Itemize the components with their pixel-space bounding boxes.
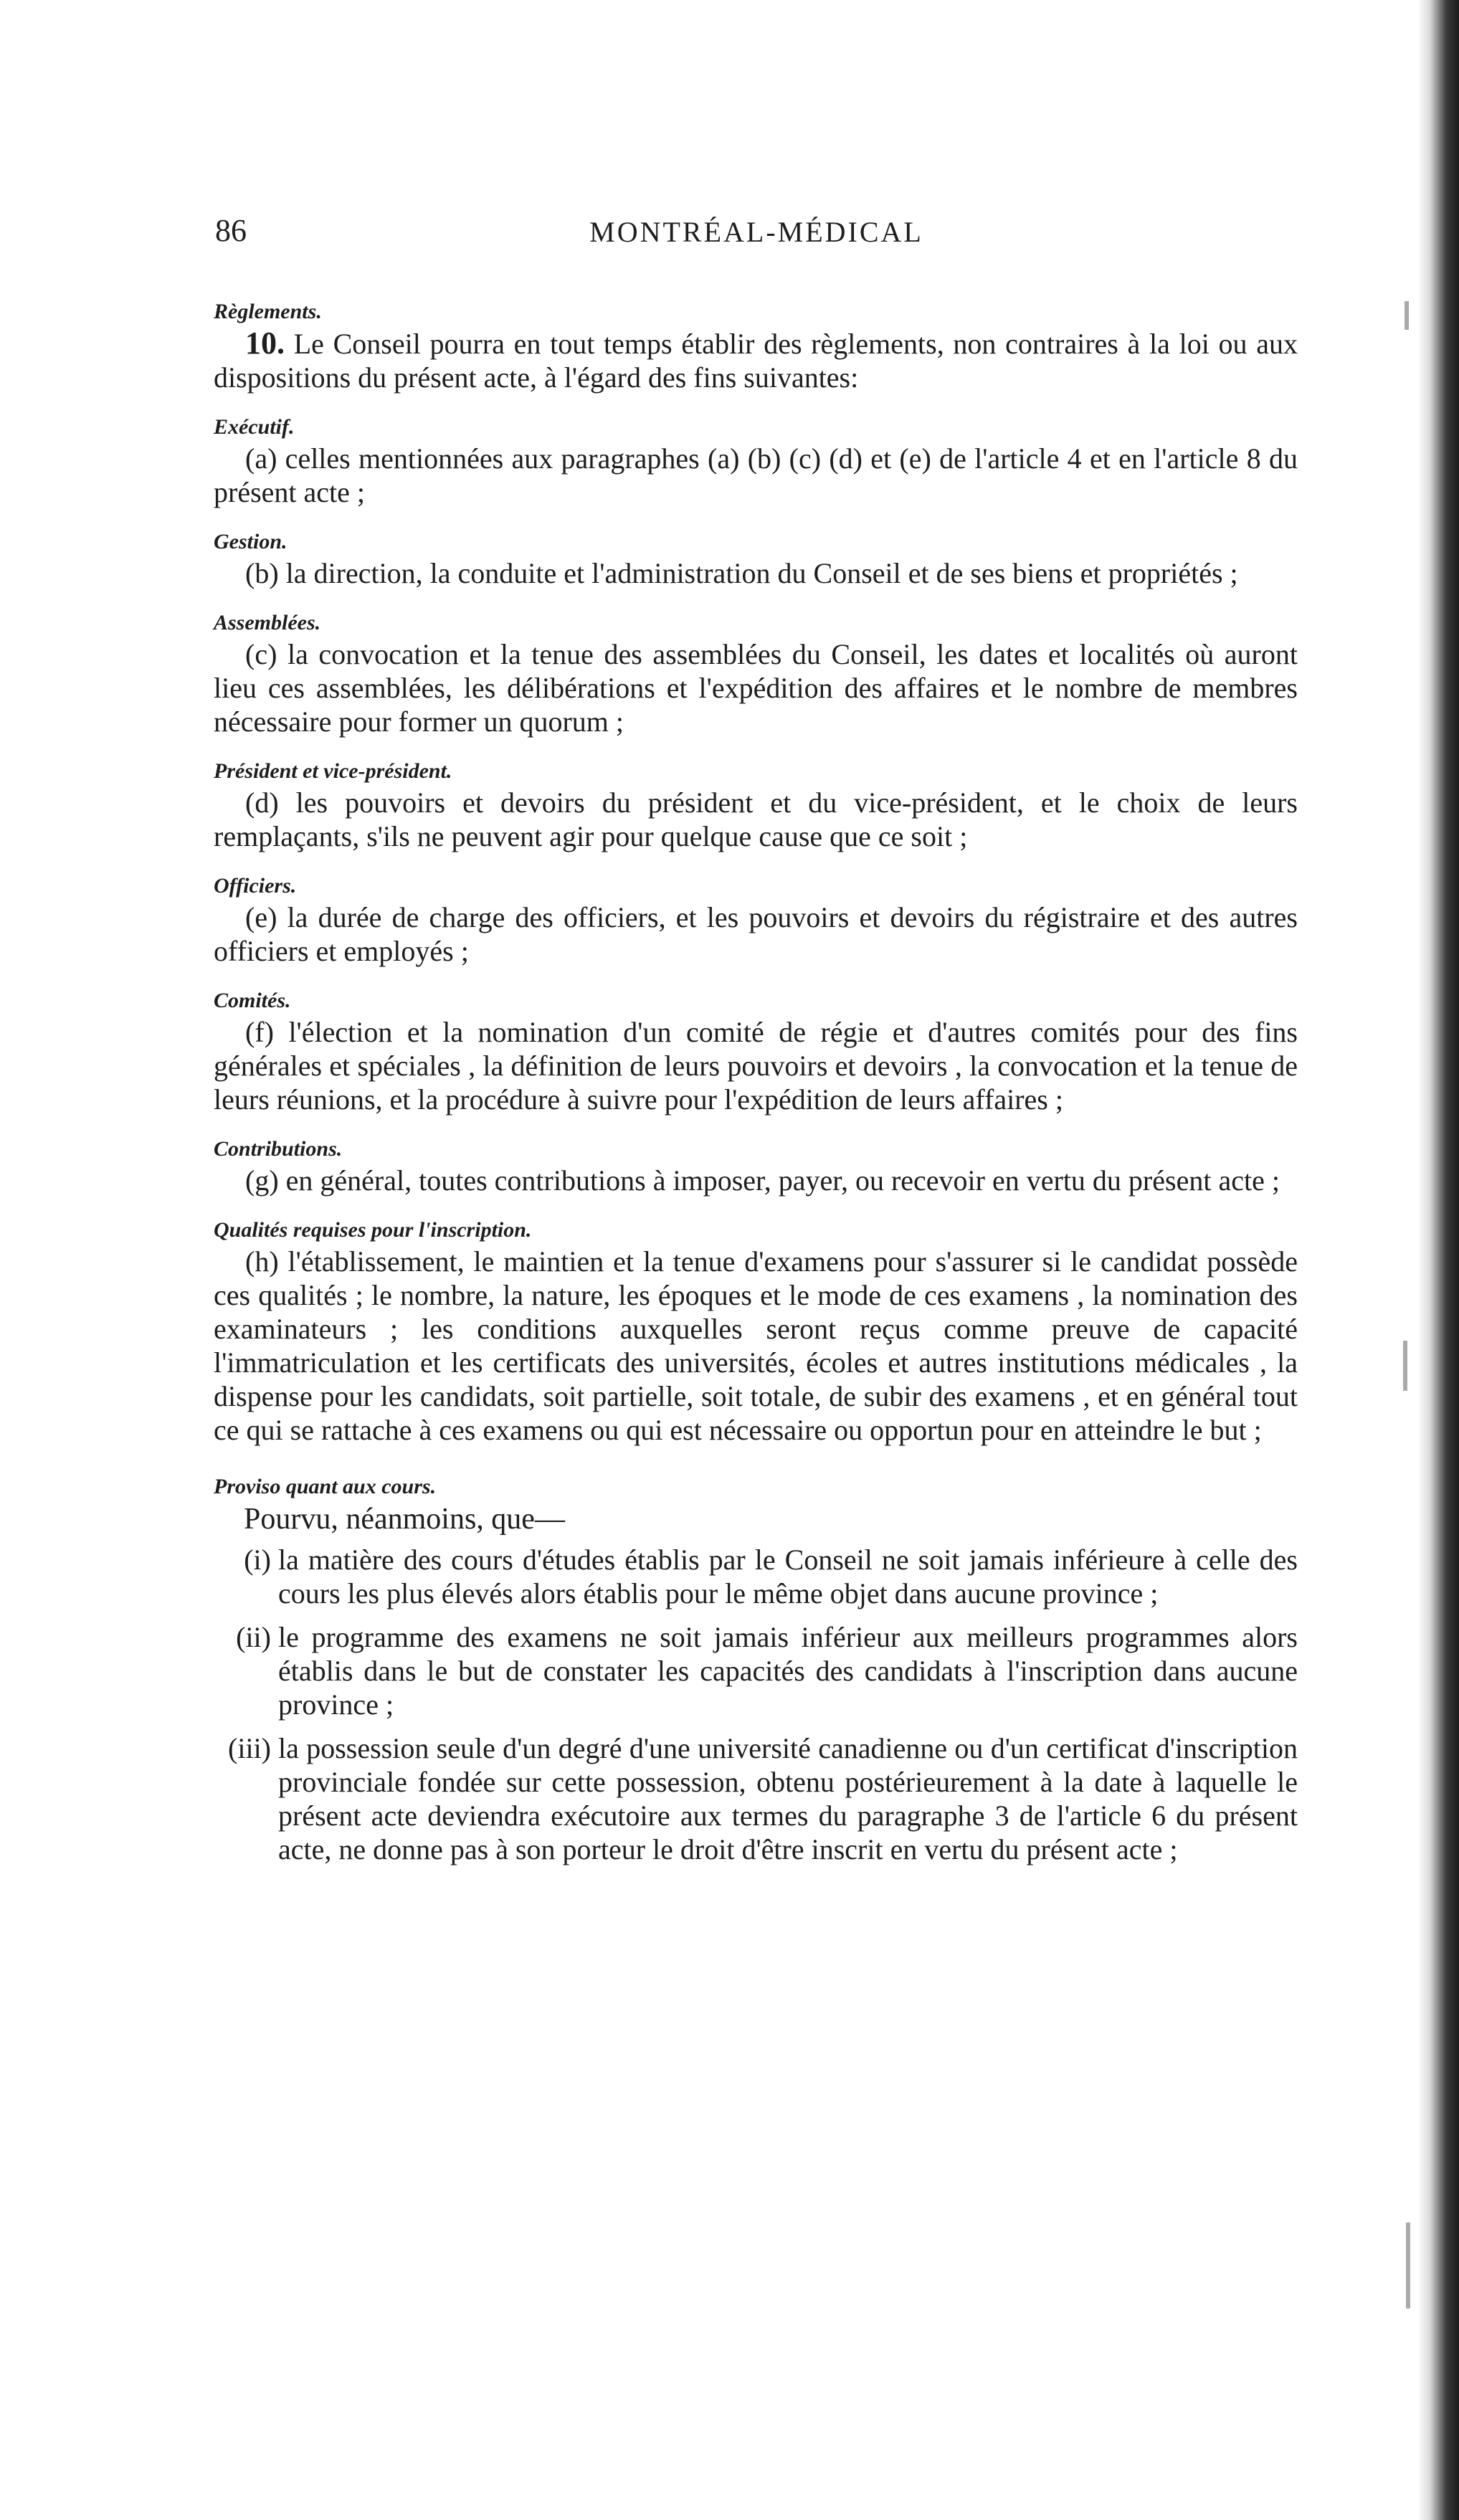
- proviso-clause: [214, 1620, 1298, 1721]
- clause-number: (iii): [228, 1732, 271, 1764]
- article-number: 10.: [245, 325, 285, 361]
- paragraph-text: (h) l'établissement, le maintien et la tenue d'examens pour s'assurer si le candidat possède ces qualités ; le nombre, la nature, les époques et le mode de ces examens , la nomination des examinateurs ; les conditions auxquelles seront reçus comme preuve de capacité l'immatriculation et les certificats des universités, écoles et autres institutions médicales , la dispense pour les candidats, soit partielle, soit totale, de subir des examens , et en général tout ce qui se rattache à ces examens ou qui est nécessaire ou opportun pour en atteindre le but ;: [214, 1245, 1298, 1446]
- side-heading: Règlements.: [214, 300, 322, 323]
- side-heading: Gestion.: [214, 530, 287, 553]
- side-heading: Contributions.: [214, 1137, 343, 1161]
- clause-text: le programme des examens ne soit jamais inférieur aux meilleurs programmes alors établis dans le but de constater les capacités des candidats à l'inscription dans aucune province ;: [278, 1621, 1298, 1721]
- section-qualites: [214, 1216, 1298, 1447]
- paragraph-text: (g) en général, toutes contributions à imposer, payer, ou recevoir en vertu du présent acte ;: [245, 1164, 1280, 1197]
- side-heading: Exécutif.: [214, 415, 295, 439]
- scan-speck: [1405, 301, 1409, 330]
- scan-speck: [1406, 2222, 1410, 2309]
- side-heading: Officiers.: [214, 874, 297, 898]
- paragraph-text: (d) les pouvoirs et devoirs du président et du vice-président, et le choix de leurs remplaçants, s'ils ne peuvent agir pour quelque cause que ce soit ;: [214, 786, 1298, 852]
- clause-text: la possession seule d'un degré d'une université canadienne ou d'un certificat d'inscription provinciale fondée sur cette possession, obtenu postérieurement à la date à laquelle le présent acte deviendra exécutoire aux termes du paragraphe 3 de l'article 6 du présent acte, ne donne pas à son porteur le droit d'être inscrit en vertu du présent acte ;: [278, 1732, 1298, 1865]
- paragraph-text: (e) la durée de charge des officiers, et les pouvoirs et devoirs du régistraire et des autres officiers et employés ;: [214, 901, 1298, 967]
- side-heading: Assemblées.: [214, 611, 321, 634]
- proviso-intro: Pourvu, néanmoins, que—: [244, 1503, 565, 1536]
- document-body: [214, 298, 1298, 1885]
- paragraph-text: Le Conseil pourra en tout temps établir des règlements, non contraires à la loi ou aux dispositions du présent acte, à l'égard des fins suivantes:: [214, 328, 1298, 394]
- page-binding-edge: [1417, 0, 1459, 2520]
- paragraph-text: (b) la direction, la conduite et l'administration du Conseil et de ses biens et propriétés ;: [245, 557, 1238, 589]
- paragraph-text: (a) celles mentionnées aux paragraphes (a) (b) (c) (d) et (e) de l'article 4 et en l'article 8 du présent acte ;: [214, 442, 1298, 508]
- section-executif: [214, 413, 1298, 509]
- paragraph-text: (c) la convocation et la tenue des assemblées du Conseil, les dates et localités où auront lieu ces assemblées, les délibérations et l'expédition des affaires et le nombre de membres nécessaire pour former un quorum ;: [214, 638, 1298, 738]
- proviso-clause: [214, 1543, 1298, 1610]
- running-head: MONTRÉAL-MÉDICAL: [589, 216, 923, 248]
- section-comites: [214, 986, 1298, 1116]
- side-heading: Qualités requises pour l'inscription.: [214, 1218, 532, 1242]
- clause-number: (i): [244, 1544, 271, 1576]
- section-proviso: [214, 1473, 1298, 1866]
- page-number: 86: [215, 213, 247, 248]
- section-contributions: [214, 1135, 1298, 1197]
- page-header: [215, 212, 1298, 255]
- section-gestion: [214, 528, 1298, 590]
- proviso-clause: [214, 1731, 1298, 1866]
- article-paragraph: [214, 326, 1298, 394]
- section-president: [214, 757, 1298, 853]
- side-heading: Comités.: [214, 989, 291, 1012]
- side-heading: Président et vice-président.: [214, 759, 452, 783]
- section-officiers: [214, 872, 1298, 968]
- clause-text: la matière des cours d'études établis par le Conseil ne soit jamais inférieure à celle des cours les plus élevés alors établis pour le même objet dans aucune province ;: [278, 1544, 1298, 1610]
- scan-speck: [1403, 1341, 1407, 1391]
- section-reglements: [214, 298, 1298, 394]
- section-assemblees: [214, 609, 1298, 738]
- clause-number: (ii): [236, 1621, 271, 1653]
- side-heading: Proviso quant aux cours.: [214, 1475, 437, 1498]
- paragraph-text: (f) l'élection et la nomination d'un comité de régie et d'autres comités pour des fins générales et spéciales , la définition de leurs pouvoirs et devoirs , la convocation et la tenue de leurs réunions, et la procédure à suivre pour l'expédition de leurs affaires ;: [214, 1016, 1298, 1116]
